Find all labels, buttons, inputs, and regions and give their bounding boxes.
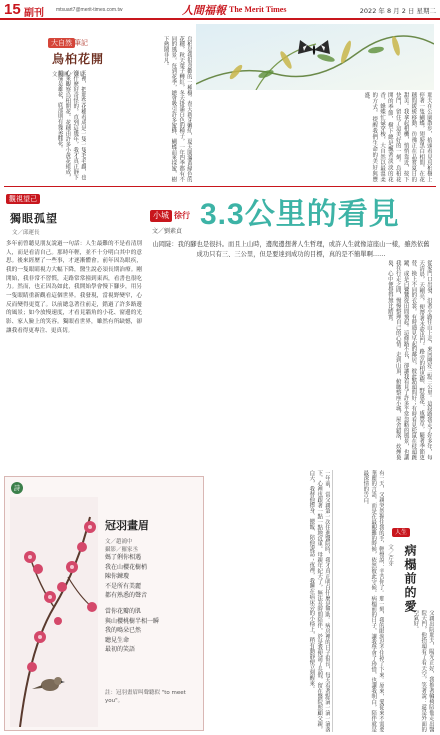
main-article-byline: 文／劉素貞 — [152, 228, 183, 235]
main-series-suffix: 徐行 — [174, 211, 190, 220]
main-article-title: 3.3公里的看見 — [200, 198, 400, 231]
poem-line: 最初的笑語 — [105, 646, 136, 654]
poem-note: 註：冠羽畫眉叫聲聽似 "to meet you"。 — [105, 690, 186, 705]
right-article-title: 病榻前的愛 — [403, 544, 417, 614]
top-series-tag: 大自然 — [48, 38, 75, 48]
poem-line: 陳你鍊瓊 — [105, 573, 130, 581]
right-article-text-b: 父親出院那天，陽光正好，我推著輪椅陪他走出醫院大門，他抬頭看了看天空，笑著說：還是外面的空氣好。 — [412, 610, 434, 732]
poem-tag: 詩 — [11, 482, 23, 494]
left-column-byline: 文／邱運長 — [12, 230, 40, 236]
newspaper-logo — [182, 2, 286, 17]
poem-title: 冠羽畫眉 — [105, 519, 149, 532]
right-series-tag: 人生 — [392, 528, 410, 537]
butterfly-photo — [196, 24, 434, 90]
top-article-title: 烏桕花開 — [52, 52, 105, 66]
main-series-tag: 小城 — [150, 210, 172, 222]
column-rule — [332, 470, 333, 732]
section-divider — [4, 186, 436, 187]
poem-line: 與山櫻桃樹半相一瞬 — [105, 617, 160, 625]
poem-line: 不是所有美麗 — [105, 582, 142, 590]
top-article-text-b: 烏桕是我很喜歡的一種樹。春天新芽嫩紅，夏天開滿黃綠色的花穗，秋天葉子轉紅，冬天掛滿白色的種子，一年四季都有不同的風景。每到花季，總會吸引許多蜜蜂、蝴蝶前來採蜜，樹下熱鬧非凡。 — [162, 36, 192, 182]
section-email: mtsuart7@merit-times.com.tw — [56, 7, 123, 13]
poem-line: 我的鳴朵已然 — [105, 627, 142, 635]
plum-blossom-illustration — [10, 497, 98, 727]
logo-chinese: 人間福報 — [182, 3, 226, 17]
logo-english: The Merit Times — [229, 5, 287, 14]
poem-line: 聽見生命 — [105, 636, 130, 644]
poem-line: 當你花瓣的肌 — [105, 607, 142, 615]
main-article-lead: 山岡陡：我的腳也是很抖。而且上山時，邊爬邊想著人生哲理，或許人生就像這座山一樣，雖然依舊成功只有三、三公里，但是要達到成功的目標，真的是不簡單啊…… — [152, 241, 430, 258]
top-article-byline: 文與圖／曾眉 — [52, 72, 86, 78]
top-article-text-c: 那天在公園散步，抬頭看見烏桕樹上停著一隻蝴蝶，翅膀黑白相間，在花穗間緩緩移動，彷彿正在品嘗夏日的甜美。我拿起相機，悄悄靠近，按下快門，留住了這美好的一刻。烏桕花開的季節，樹下總是飄著淡淡的花香，蜂蝶忙碌穿梭，大自然以最溫柔的方式，提醒我們生命的美好與豐盛。 — [363, 92, 432, 182]
top-series-suffix: 筆記 — [74, 39, 88, 47]
section-tag: 觀視望己 — [6, 194, 40, 204]
right-article-text-a: 有一天，父親突然握住我的手，輕聲說：辛苦你了。那一刻，我的眼淚忍不住掉了下來。原來，愛從來不需要華麗的言語，而是在最艱難的時候，依然彼此守候。病榻前的日子，讓我學會了珍惜，也讓我明白，陪伴就是最深情的告白。 — [362, 470, 384, 732]
section-name: 副刊 — [24, 8, 44, 19]
top-article-text-a: 天裡，把那些花穗看成是一隻一隻毛毛蟲，也沒什麼好奇怪的。直到這幾年，我才真正靜下心來觀察烏桕開花。花穗由許多小黃花組成，頂端是雄花，底部則有幾朵雌花。 — [56, 70, 86, 180]
masthead — [0, 0, 440, 20]
poem-line: 都有熟悉的聲音 — [105, 592, 148, 600]
poem-lines — [105, 553, 199, 655]
butterfly-illustration — [196, 24, 434, 90]
right-article-byline: 文／芹芽 — [387, 544, 393, 566]
plum-blossom-photo — [10, 497, 98, 727]
poem-line: 媽了俐你相遇 — [105, 554, 142, 561]
left-column-text: 多年前曾聽見朋友說過一句話：人生最難的不是看清別人，而是看清自己。那時年輕，並不十分明白其中的意思。後來經歷了一些事，才逐漸體會。前年因為眼疾，我的一隻眼睛視力大幅下降，醫生說必須長期治療。剛開始，我非常不習慣，走路常常撞到東西，看書也很吃力。然而，也正因為如此，我開始學會慢下腳步，用另一隻眼睛重新觀看這個世界。我發現，當視野變窄，心反而變得更寬了。以前總急著往前走，錯過了許多路邊的風景；如今放慢速度，才看見牆角的小花、窗邊的光影、家人臉上的笑容。獨眼看世界，雖然有所缺憾，卻讓我看得更專注、更真切。 — [6, 241, 142, 334]
page-number: 15 — [4, 1, 21, 18]
poem-box — [4, 476, 204, 731]
left-column-title: 獨眼孤望 — [10, 212, 58, 225]
bottom-middle-text: 一年前，當父親第一次住進醫院時，我才真正明白什麼是無助。病房裡的日子很長，每天看著點滴一滴一滴落下，心裡也跟著一點一點地沉重。母親年紀大了，無法長時間陪伴，於是我便請了長假，留在醫院照顧父親。白天，我替他擦身、餵飯、陪他說話；夜裡，我睡在病床旁的小椅上，稍有動靜便立刻醒來。 — [308, 470, 330, 732]
issue-date: 2022 年 8 月 2 日 星期二 — [359, 7, 436, 15]
poem-line: 我在山櫻花樹梢 — [105, 563, 148, 571]
poem-byline: 文／趙鴻中 攝影／羅家丞 — [105, 539, 139, 553]
main-article-text: 從家門口出發，沿著小路往山上走，來回剛好三點三公里。這段路我走了好多年，每天清晨，天剛亮，便帶著水壺出門。路旁的相思樹、野薑花、咸豐草，隨著季節更替，換上不同的衣裳。有時遇見早起的鄰居，彼此點頭問好；有時看見松鼠在枝頭跳躍，或是白鷺鷥從田間飛起。這條路不長，卻讓我看見了許多平常忽略的風景，也讓我在行走之間，慢慢整理自己的心情。走到山頂，俯瞰整座小城，屋舍錯落，炊煙裊裊，心中便覺得無比踏實。 — [386, 260, 432, 460]
